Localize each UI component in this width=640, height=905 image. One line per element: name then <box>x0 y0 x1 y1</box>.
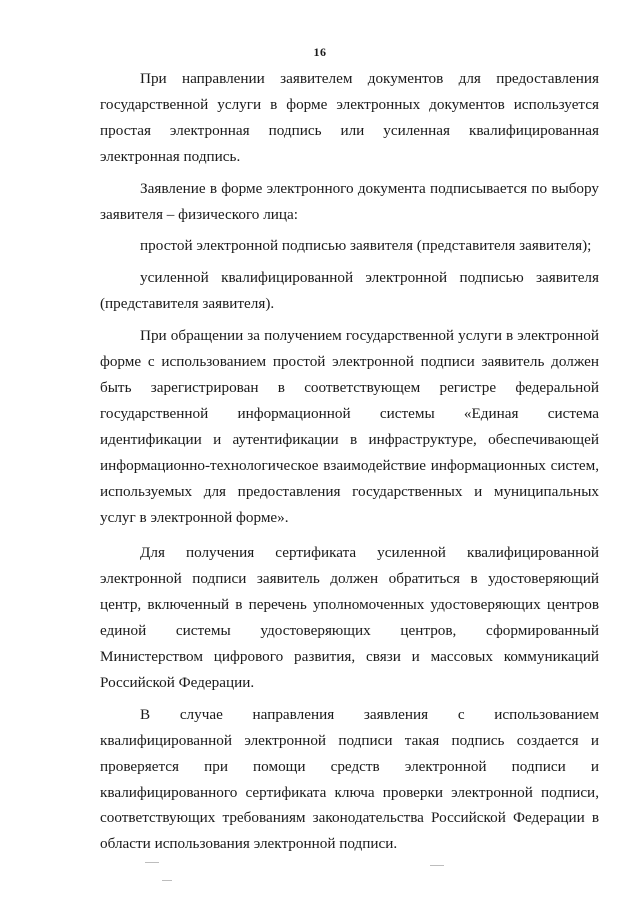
paragraph-certificate: Для получения сертификата усиленной квалифицированной электронной подписи заявитель должен обратиться в удостоверяющий центр, включенный в перечень уполномоченных удостоверяющих центров единой системы удостоверяющих центров, сформированный Министерством цифрового развития, связи и массовых коммуникаций Российской Федерации. <box>100 544 599 691</box>
document-body <box>100 66 599 857</box>
paragraph-simple-signature: простой электронной подписью заявителя (представителя заявителя); <box>140 237 592 255</box>
scan-artifact <box>162 880 172 881</box>
paragraph-signature-types: При направлении заявителем документов для предоставления государственной услуги в форме электронных документов используется простая электронная подпись или усиленная квалифицированная электронная подпись. <box>100 70 599 165</box>
scan-artifact <box>145 862 159 863</box>
page-number: 16 <box>313 45 327 59</box>
paragraph-esia-registration: При обращении за получением государственной услуги в электронной форме с использованием простой электронной подписи заявитель должен быть зарегистрирован в соответствующем регистре федеральной государственной информационной системы «Единая система идентификации и аутентификации в инфраструктуре, обеспечивающей информационно-технологическое взаимодействие информационных систем, используемых для предоставления государственных и муниципальных услуг в электронной форме». <box>100 327 599 526</box>
paragraph-qualified-verification: В случае направления заявления с использованием квалифицированной электронной подписи такая подпись создается и проверяется при помощи средств электронной подписи и квалифицированного сертификата ключа проверки электронной подписи, соответствующих требованиям законодательства Российской Федерации в области использования электронной подписи. <box>100 705 599 853</box>
paragraph-qualified-signature: усиленной квалифицированной электронной подписью заявителя (представителя заявителя). <box>100 269 599 313</box>
paragraph-application-signing: Заявление в форме электронного документа подписывается по выбору заявителя – физического лица: <box>100 179 599 223</box>
scan-artifact <box>430 865 444 866</box>
